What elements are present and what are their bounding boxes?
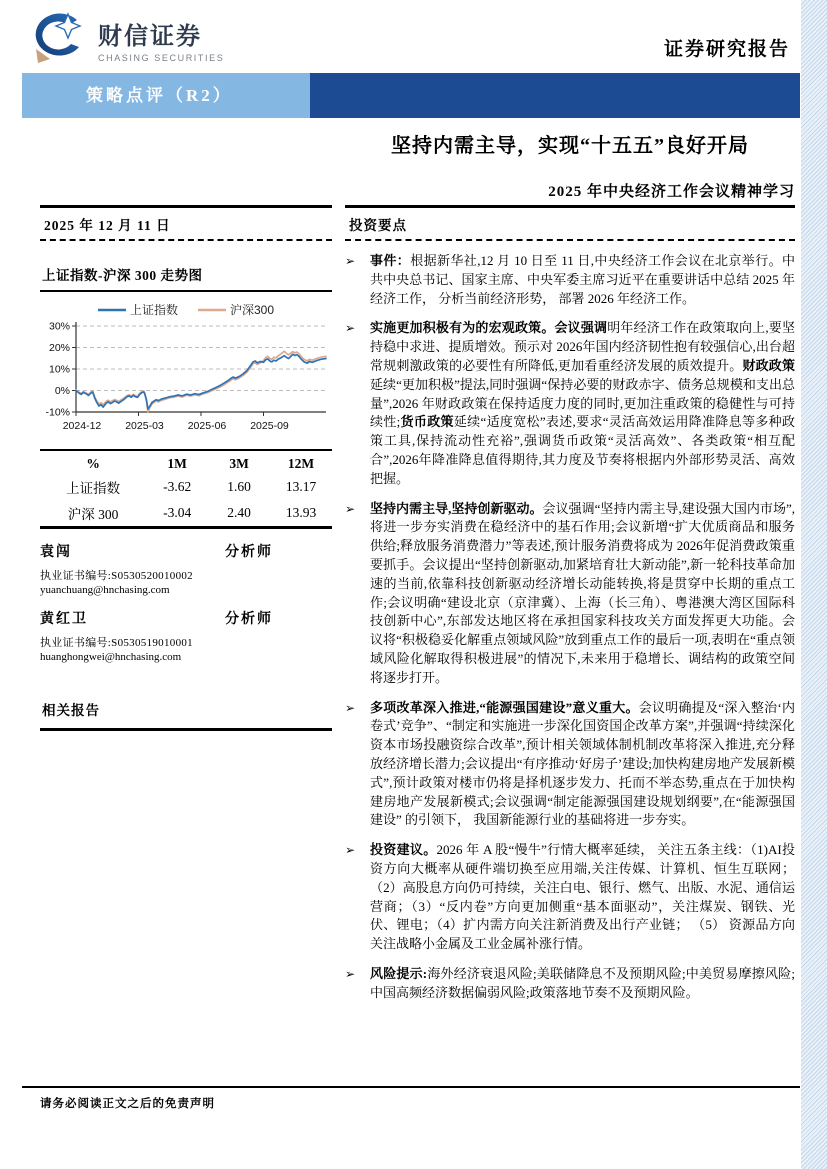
key-point-3 bbox=[345, 500, 795, 688]
brand-name-cn: 财信证券 bbox=[98, 22, 202, 50]
category-banner bbox=[22, 73, 800, 118]
key-point-6 bbox=[345, 965, 795, 1003]
key-points-list bbox=[345, 252, 795, 1002]
svg-text:2025-09: 2025-09 bbox=[250, 420, 289, 432]
analyst-name: 袁闯 bbox=[40, 545, 72, 560]
line-chart bbox=[40, 300, 332, 442]
report-subtitle: 2025 年中央经济工作会议精神学习 bbox=[548, 184, 795, 200]
page-edge-strip bbox=[801, 0, 827, 1169]
index-return-value: 2.40 bbox=[227, 505, 251, 520]
bullet-arrow-icon: ➢ bbox=[345, 254, 356, 268]
perf-col-header: 3M bbox=[229, 456, 249, 471]
index-return-value: 1.60 bbox=[227, 479, 251, 494]
svg-text:-10%: -10% bbox=[45, 406, 70, 419]
report-type-label: 证券研究报告 bbox=[663, 39, 790, 60]
analyst-email: huanghongwei@hnchasing.com bbox=[40, 651, 182, 663]
analyst-cert-number: 执业证书编号:S0530520010002 bbox=[40, 570, 193, 582]
bullet-arrow-icon: ➢ bbox=[345, 843, 356, 858]
index-name: 沪深 300 bbox=[67, 507, 119, 522]
key-point-5 bbox=[345, 841, 795, 954]
analyst-role: 分析师 bbox=[225, 545, 273, 560]
key-point-text: 多项改革深入推进,“能源强国建设”意义重大。会议明确提及“深入整治‘内卷式’竞争”、“制定和实施进一步深化国资国企改革方案”,并强调“持续深化资本市场投融资综合改革”,预计相关领域体制机制改革将深入推进,充分释放经济增长潜力;会议提出“有序推动‘好房子’建设;加快构建房地产发展新模式”,预计政策对楼市仍将是择机逐步发力、托而不举态势,重点在于加快构建房地产发展新模式;会议强调“制定能源强国建设规划纲要”,在“能源强国建设” 的引领下， 我国新能源行业的基础将进一步夯实。 bbox=[370, 699, 795, 828]
index-return-value: -3.04 bbox=[163, 505, 192, 520]
perf-col-header: % bbox=[86, 456, 100, 471]
index-return-value: 13.17 bbox=[285, 479, 317, 494]
index-return-value: 13.93 bbox=[285, 505, 317, 520]
index-return-value: -3.62 bbox=[163, 479, 192, 494]
chasing-securities-logo-icon bbox=[28, 11, 90, 67]
related-reports-heading: 相关报告 bbox=[40, 699, 332, 731]
company-logo bbox=[28, 11, 224, 67]
report-title: 坚持内需主导，实现“十五五”良好开局 bbox=[391, 135, 749, 157]
analyst-list bbox=[40, 541, 332, 663]
performance-table bbox=[40, 449, 332, 529]
brand-name-en: CHASING SECURITIES bbox=[98, 52, 225, 63]
svg-text:沪深300: 沪深300 bbox=[230, 303, 275, 317]
index-name: 上证指数 bbox=[66, 481, 121, 496]
key-point-2 bbox=[345, 319, 795, 488]
report-date: 2025 年 12 月 11 日 bbox=[40, 205, 332, 241]
key-point-text: 风险提示:海外经济衰退风险;美联储降息不及预期风险;中美贸易摩擦风险;中国高频经济数据偏弱风险;政策落地节奏不及预期风险。 bbox=[370, 965, 795, 1000]
footer-divider bbox=[22, 1086, 800, 1088]
brand-text bbox=[98, 16, 224, 63]
key-point-text: 坚持内需主导,坚持创新驱动。会议强调“坚持内需主导,建设强大国内市场”,将进一步夯实消费在稳经济中的基石作用;会议新增“扩大优质商品和服务供给;释放服务消费潜力”等表述,预计服务消费将成为 2026年促消费政策重要抓手。会议提出“坚持创新驱动,加紧培育壮大新动能”,新一轮科技革命加速的当前,依靠科技创新驱动经济增长动能转换,将是贯穿中长期的重点工作;会议明确“建设北京（京津冀）、上海（长三角）、粤港澳大湾区国际科技创新中心”,东部发达地区将在承担国家科技攻关方面发挥更大功能。会议将“积极稳妥化解重点领域风险”放到重点工作的最后一项,表明在“重点领域风险化解取得积极进展”的情况下,未来用于稳增长、调结构的政策空间将逐步打开。 bbox=[370, 500, 795, 685]
perf-col-header: 12M bbox=[287, 456, 315, 471]
svg-text:2025-03: 2025-03 bbox=[125, 420, 164, 432]
analyst-cert-number: 执业证书编号:S0530519010001 bbox=[40, 637, 193, 649]
analyst-block bbox=[40, 541, 332, 596]
svg-text:20%: 20% bbox=[48, 342, 70, 354]
svg-text:2024-12: 2024-12 bbox=[62, 420, 102, 432]
bullet-arrow-icon: ➢ bbox=[345, 321, 356, 336]
analyst-email: yuanchuang@hnchasing.com bbox=[40, 584, 170, 596]
key-points-section bbox=[345, 205, 795, 1002]
svg-text:2025-06: 2025-06 bbox=[187, 420, 227, 432]
key-point-text: 实施更加积极有为的宏观政策。会议强调明年经济工作在政策取向上,要坚持稳中求进、提质增效。预示对 2026年国内经济韧性抱有较强信心,出台超常规刺激政策的必要性有所降低,更加看重经济发展的质效提升。财政政策延续“更加积极”提法,同时强调“保持必要的财政赤字、债务总规模和支出总量”,2026 年财政政策在保持适度力度的同时,更加注重政策的稳健性与可持续性;货币政策延续“适度宽松”表述,要求“灵活高效运用降准降息等多种政策工具,保持流动性充裕”,强调货币政策“灵活高效”、各类政策“相互配合”,2026年降准降息值得期待,其力度及节奏将根据内外部形势灵活、高效把握。 bbox=[370, 320, 795, 486]
category-label: 策略点评（R2） bbox=[86, 86, 233, 105]
chart-title: 上证指数-沪深 300 走势图 bbox=[40, 264, 332, 292]
perf-col-header: 1M bbox=[167, 456, 187, 471]
analyst-name: 黄红卫 bbox=[40, 612, 88, 627]
svg-text:30%: 30% bbox=[48, 320, 70, 333]
svg-text:10%: 10% bbox=[48, 363, 70, 376]
table-row bbox=[40, 500, 332, 528]
table-row bbox=[40, 474, 332, 500]
bullet-arrow-icon: ➢ bbox=[345, 966, 356, 981]
svg-text:上证指数: 上证指数 bbox=[130, 303, 179, 317]
bullet-arrow-icon: ➢ bbox=[345, 501, 356, 516]
analyst-block bbox=[40, 608, 332, 663]
sidebar bbox=[40, 205, 332, 731]
bullet-arrow-icon: ➢ bbox=[345, 700, 356, 715]
analyst-role: 分析师 bbox=[225, 612, 273, 627]
key-point-4 bbox=[345, 699, 795, 831]
key-point-1 bbox=[345, 252, 795, 308]
svg-text:0%: 0% bbox=[54, 385, 70, 397]
key-point-text: 投资建议。2026 年 A 股“慢牛”行情大概率延续， 关注五条主线：（1)AI投资方向大概率从硬件端切换至应用端,关注传媒、计算机、恒生互联网；（2）高股息方向仍可持续，关注白电、银行、燃气、出版、水泥、通信运营商；（3）“反内卷”方向更加侧重“基本面驱动”，关注煤炭、钢铁、光伏、锂电；（4）扩内需方向关注新消费及出行产业链； （5） 资源品方向关注战略小金属及工业金属补涨行情。 bbox=[370, 842, 795, 952]
footer-disclaimer: 请务必阅读正文之后的免责声明 bbox=[40, 1098, 215, 1110]
key-points-heading: 投资要点 bbox=[345, 205, 795, 241]
index-trend-chart bbox=[40, 300, 332, 447]
key-point-text: 事件：根据新华社,12 月 10 日至 11 日,中央经济工作会议在北京举行。中共中央总书记、国家主席、中央军委主席习近平在重要讲话中总结 2025 年经济工作， 分析当前经济形势， 部署 2026 年经济工作。 bbox=[370, 253, 795, 306]
